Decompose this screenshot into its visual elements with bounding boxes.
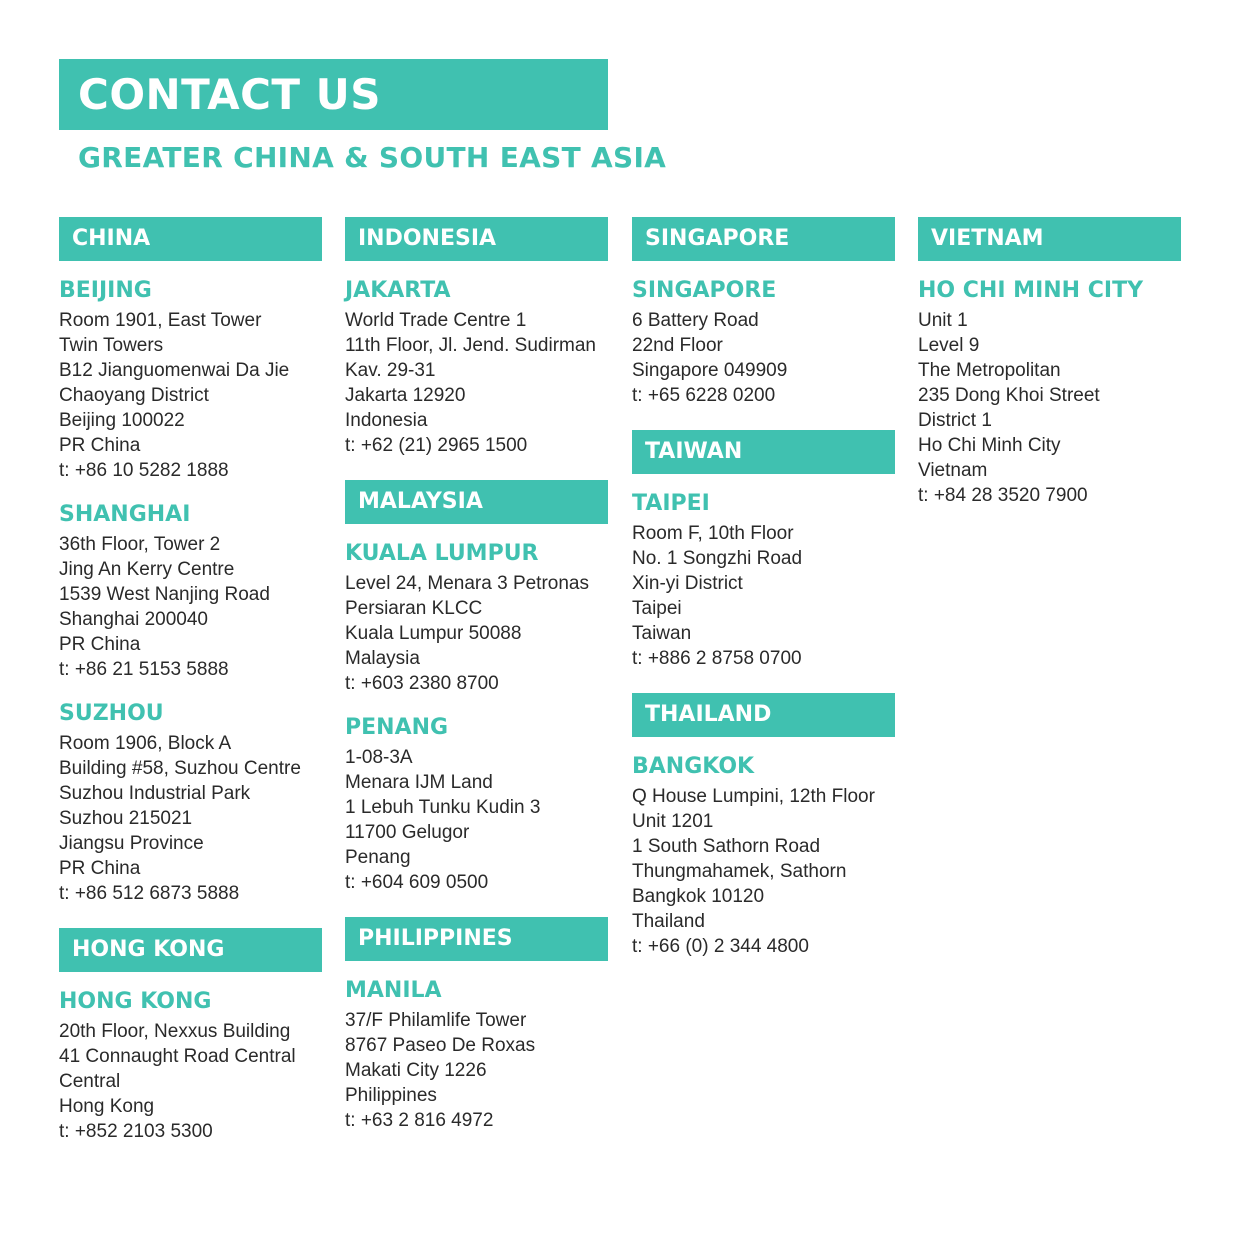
country-header: THAILAND — [632, 693, 895, 737]
address-line: 11700 Gelugor — [345, 822, 470, 843]
phone-number: t: +86 21 5153 5888 — [59, 659, 229, 680]
address-line: Thungmahamek, Sathorn — [632, 861, 847, 882]
country-section — [918, 217, 1181, 508]
address-line: Singapore 049909 — [632, 360, 788, 381]
office-entry — [632, 277, 895, 408]
country-header: PHILIPPINES — [345, 917, 608, 961]
address-line: Q House Lumpini, 12th Floor — [632, 786, 875, 807]
office-entry — [632, 490, 895, 671]
address-line: Vietnam — [918, 460, 988, 481]
office-entry — [345, 277, 608, 458]
address-line: 1 South Sathorn Road — [632, 836, 821, 857]
country-header: TAIWAN — [632, 430, 895, 474]
address-line: Jakarta 12920 — [345, 385, 466, 406]
country-section — [345, 917, 608, 1133]
address-line: 41 Connaught Road Central — [59, 1046, 296, 1067]
address-lines — [345, 571, 608, 696]
city-heading: MANILA — [345, 978, 442, 1003]
address-line: Makati City 1226 — [345, 1060, 487, 1081]
office-column — [345, 217, 608, 1155]
address-line: 1 Lebuh Tunku Kudin 3 — [345, 797, 541, 818]
address-line: Jiangsu Province — [59, 833, 204, 854]
page-title: CONTACT US — [78, 70, 382, 119]
address-line: Central — [59, 1071, 121, 1092]
office-entry — [632, 753, 895, 959]
address-lines — [59, 1019, 322, 1144]
city-heading: TAIPEI — [632, 491, 710, 516]
office-entry — [345, 714, 608, 895]
address-line: Building #58, Suzhou Centre — [59, 758, 301, 779]
city-heading: SUZHOU — [59, 701, 164, 726]
office-entry — [59, 700, 322, 906]
address-line: Room 1901, East Tower — [59, 310, 262, 331]
address-line: Room 1906, Block A — [59, 733, 232, 754]
address-line: Beijing 100022 — [59, 410, 185, 431]
address-line: Philippines — [345, 1085, 437, 1106]
address-line: Jing An Kerry Centre — [59, 559, 235, 580]
address-line: Bangkok 10120 — [632, 886, 765, 907]
country-section — [632, 217, 895, 408]
address-lines — [59, 308, 322, 483]
phone-number: t: +66 (0) 2 344 4800 — [632, 936, 809, 957]
address-lines — [345, 308, 608, 458]
city-heading: JAKARTA — [345, 278, 451, 303]
phone-number: t: +63 2 816 4972 — [345, 1110, 494, 1131]
address-line: Taipei — [632, 598, 682, 619]
city-heading: BANGKOK — [632, 754, 755, 779]
address-lines — [632, 784, 895, 959]
phone-number: t: +852 2103 5300 — [59, 1121, 213, 1142]
address-line: Penang — [345, 847, 411, 868]
address-lines — [345, 1008, 608, 1133]
address-line: 1539 West Nanjing Road — [59, 584, 270, 605]
country-section — [59, 217, 322, 906]
phone-number: t: +604 609 0500 — [345, 872, 489, 893]
country-header: HONG KONG — [59, 928, 322, 972]
address-line: Room F, 10th Floor — [632, 523, 794, 544]
address-line: 11th Floor, Jl. Jend. Sudirman — [345, 335, 596, 356]
city-heading: KUALA LUMPUR — [345, 541, 539, 566]
address-lines — [632, 521, 895, 671]
address-line: Unit 1201 — [632, 811, 714, 832]
address-line: Hong Kong — [59, 1096, 155, 1117]
address-line: 22nd Floor — [632, 335, 723, 356]
address-line: 36th Floor, Tower 2 — [59, 534, 221, 555]
address-line: Unit 1 — [918, 310, 968, 331]
office-entry — [59, 277, 322, 483]
address-line: Shanghai 200040 — [59, 609, 208, 630]
address-lines — [59, 532, 322, 682]
address-line: 37/F Philamlife Tower — [345, 1010, 527, 1031]
address-lines — [918, 308, 1181, 508]
country-header: INDONESIA — [345, 217, 608, 261]
address-line: The Metropolitan — [918, 360, 1061, 381]
phone-number: t: +84 28 3520 7900 — [918, 485, 1088, 506]
address-line: 6 Battery Road — [632, 310, 759, 331]
address-line: 235 Dong Khoi Street — [918, 385, 1100, 406]
phone-number: t: +86 10 5282 1888 — [59, 460, 229, 481]
address-line: B12 Jianguomenwai Da Jie — [59, 360, 290, 381]
country-header: CHINA — [59, 217, 322, 261]
country-header: VIETNAM — [918, 217, 1181, 261]
office-entry — [345, 540, 608, 696]
phone-number: t: +603 2380 8700 — [345, 673, 499, 694]
office-entry — [345, 977, 608, 1133]
country-section — [345, 480, 608, 895]
page-subtitle: GREATER CHINA & SOUTH EAST ASIA — [78, 141, 667, 174]
address-line: Twin Towers — [59, 335, 164, 356]
title-banner — [59, 59, 608, 130]
address-line: District 1 — [918, 410, 992, 431]
city-heading: BEIJING — [59, 278, 152, 303]
country-section — [59, 928, 322, 1144]
country-header: SINGAPORE — [632, 217, 895, 261]
country-section — [632, 693, 895, 959]
address-lines — [59, 731, 322, 906]
office-entry — [918, 277, 1181, 508]
address-line: PR China — [59, 634, 141, 655]
address-line: Xin-yi District — [632, 573, 743, 594]
city-heading: PENANG — [345, 715, 449, 740]
address-line: Taiwan — [632, 623, 692, 644]
city-heading: HO CHI MINH CITY — [918, 278, 1144, 303]
address-line: World Trade Centre 1 — [345, 310, 527, 331]
address-line: Thailand — [632, 911, 705, 932]
address-line: PR China — [59, 858, 141, 879]
office-column — [59, 217, 322, 1166]
address-line: Chaoyang District — [59, 385, 209, 406]
office-column — [632, 217, 895, 981]
address-line: 20th Floor, Nexxus Building — [59, 1021, 291, 1042]
address-lines — [632, 308, 895, 408]
address-line: 1-08-3A — [345, 747, 413, 768]
address-lines — [345, 745, 608, 895]
address-line: Malaysia — [345, 648, 420, 669]
address-line: Level 9 — [918, 335, 980, 356]
address-line: Level 24, Menara 3 Petronas — [345, 573, 589, 594]
address-line: Kav. 29-31 — [345, 360, 436, 381]
address-line: Menara IJM Land — [345, 772, 493, 793]
office-column — [918, 217, 1181, 530]
phone-number: t: +886 2 8758 0700 — [632, 648, 802, 669]
address-line: Ho Chi Minh City — [918, 435, 1061, 456]
phone-number: t: +65 6228 0200 — [632, 385, 776, 406]
address-line: No. 1 Songzhi Road — [632, 548, 803, 569]
address-line: Indonesia — [345, 410, 428, 431]
address-line: PR China — [59, 435, 141, 456]
address-line: 8767 Paseo De Roxas — [345, 1035, 536, 1056]
office-entry — [59, 501, 322, 682]
phone-number: t: +62 (21) 2965 1500 — [345, 435, 528, 456]
address-line: Kuala Lumpur 50088 — [345, 623, 522, 644]
address-line: Suzhou 215021 — [59, 808, 193, 829]
country-header: MALAYSIA — [345, 480, 608, 524]
city-heading: HONG KONG — [59, 989, 212, 1014]
office-entry — [59, 988, 322, 1144]
country-section — [345, 217, 608, 458]
phone-number: t: +86 512 6873 5888 — [59, 883, 240, 904]
city-heading: SINGAPORE — [632, 278, 777, 303]
address-line: Persiaran KLCC — [345, 598, 483, 619]
address-line: Suzhou Industrial Park — [59, 783, 251, 804]
city-heading: SHANGHAI — [59, 502, 191, 527]
country-section — [632, 430, 895, 671]
